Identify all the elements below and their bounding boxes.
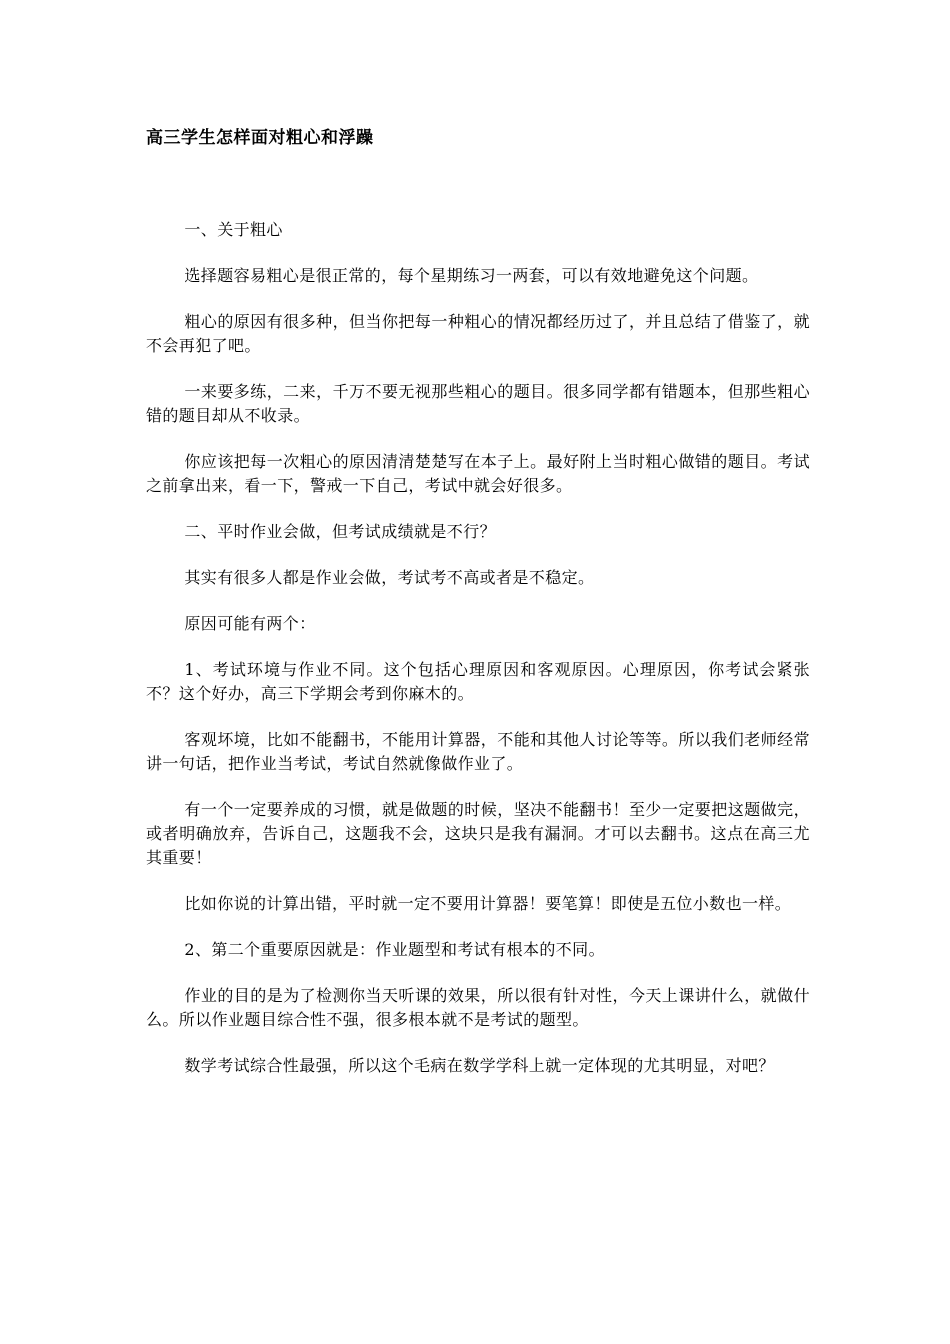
paragraph: 你应该把每一次粗心的原因清清楚楚写在本子上。最好附上当时粗心做错的题目。考试之前拿出来，看一下，警戒一下自己，考试中就会好很多。 bbox=[146, 452, 810, 495]
paragraph: 比如你说的计算出错，平时就一定不要用计算器！要笔算！即使是五位小数也一样。 bbox=[184, 894, 792, 913]
paragraph: 原因可能有两个： bbox=[184, 614, 316, 633]
paragraph: 二、平时作业会做，但考试成绩就是不行？ bbox=[184, 522, 496, 541]
paragraph: 其实有很多人都是作业会做，考试考不高或者是不稳定。 bbox=[184, 568, 595, 587]
paragraph: 粗心的原因有很多种，但当你把每一种粗心的情况都经历过了，并且总结了借鉴了，就不会再犯了吧。 bbox=[146, 312, 810, 355]
paragraph: 2、第二个重要原因就是：作业题型和考试有根本的不同。 bbox=[184, 940, 605, 959]
paragraph: 有一个一定要养成的习惯，就是做题的时候，坚决不能翻书！至少一定要把这题做完，或者明确放弃，告诉自己，这题我不会，这块只是我有漏洞。才可以去翻书。这点在高三尤其重要！ bbox=[146, 800, 810, 867]
paragraph: 一来要多练，二来，千万不要无视那些粗心的题目。很多同学都有错题本，但那些粗心错的题目却从不收录。 bbox=[146, 382, 810, 425]
paragraph: 作业的目的是为了检测你当天听课的效果，所以很有针对性，今天上课讲什么，就做什么。所以作业题目综合性不强，很多根本就不是考试的题型。 bbox=[146, 986, 810, 1029]
document-title: 高三学生怎样面对粗心和浮躁 bbox=[146, 128, 374, 148]
document-page bbox=[146, 126, 810, 1100]
paragraph: 一、关于粗心 bbox=[184, 220, 283, 239]
paragraph: 1、考试环境与作业不同。这个包括心理原因和客观原因。心理原因，你考试会紧张不？这个好办，高三下学期会考到你麻木的。 bbox=[146, 660, 810, 703]
paragraph: 客观坏境，比如不能翻书，不能用计算器，不能和其他人讨论等等。所以我们老师经常讲一句话，把作业当考试，考试自然就像做作业了。 bbox=[146, 730, 810, 773]
paragraph: 选择题容易粗心是很正常的，每个星期练习一两套，可以有效地避免这个问题。 bbox=[184, 266, 759, 285]
paragraph: 数学考试综合性最强，所以这个毛病在数学学科上就一定体现的尤其明显，对吧？ bbox=[184, 1056, 775, 1075]
